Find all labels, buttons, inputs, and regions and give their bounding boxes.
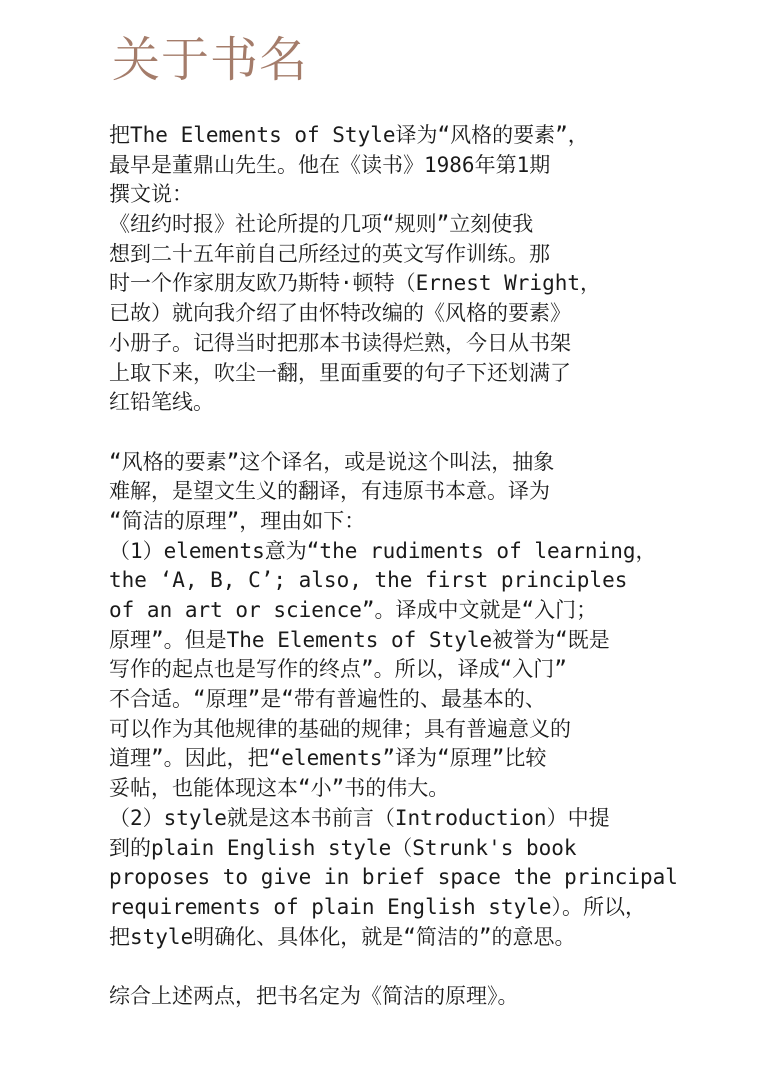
text-line: 红铅笔线。 <box>109 390 214 415</box>
text-line: proposes to give in brief space the principal <box>109 865 678 890</box>
text-line: 小册子。记得当时把那本书读得烂熟，今日从书架 <box>109 330 571 355</box>
text-line: 撰文说： <box>109 182 193 207</box>
text-line: 把The Elements of Style译为“风格的要素”， <box>109 123 589 147</box>
text-line: 已故）就向我介绍了由怀特改编的《风格的要素》 <box>109 301 571 326</box>
text-line: 想到二十五年前自己所经过的英文写作训练。那 <box>109 241 550 266</box>
text-line: of an art or science”。译成中文就是“入门； <box>109 598 598 622</box>
paragraph-3 <box>109 982 719 1012</box>
text-line: 写作的起点也是写作的终点”。所以，译成“入门” <box>109 657 567 682</box>
paragraph-gap <box>109 952 719 982</box>
paragraph-gap <box>109 418 719 448</box>
text-line: “风格的要素”这个译名，或是说这个叫法，抽象 <box>109 449 555 474</box>
text-line: （2）style就是这本书前言（Introduction）中提 <box>109 805 610 830</box>
text-line: 时一个作家朋友欧乃斯特·顿特（Ernest Wright， <box>109 271 602 296</box>
text-line: 难解，是望文生义的翻译，有违原书本意。译为 <box>109 479 550 504</box>
paragraph-2 <box>109 448 719 953</box>
page-title: 关于书名 <box>112 32 309 88</box>
text-line: 原理”。但是The Elements of Style被誉为“既是 <box>109 627 610 652</box>
text-line: 综合上述两点，把书名定为《简洁的原理》。 <box>109 983 519 1008</box>
text-line: requirements of plain English style）。所以， <box>109 894 647 919</box>
text-line: （1）elements意为“the rudiments of learning， <box>109 538 657 563</box>
text-line: 把style明确化、具体化，就是“简洁的”的意思。 <box>109 924 576 949</box>
text-line: 道理”。因此，把“elements”译为“原理”比较 <box>109 746 547 771</box>
text-line: 《纽约时报》社论所提的几项“规则”立刻使我 <box>109 212 534 237</box>
paragraph-1 <box>109 121 719 418</box>
body-text <box>109 121 719 1012</box>
text-line: 不合适。“原理”是“带有普遍性的、最基本的、 <box>109 687 546 712</box>
text-line: 最早是董鼎山先生。他在《读书》1986年第1期 <box>109 152 551 177</box>
text-line: the ‘A, B, C’; also, the first principles <box>109 568 628 593</box>
text-line: “简洁的原理”，理由如下： <box>109 508 366 533</box>
text-line: 上取下来，吹尘一翻，里面重要的句子下还划满了 <box>109 360 571 385</box>
text-line: 可以作为其他规律的基础的规律；具有普遍意义的 <box>109 716 571 741</box>
text-line: 到的plain English style（Strunk's book <box>109 835 577 860</box>
text-line: 妥帖，也能体现这本“小”书的伟大。 <box>109 776 450 801</box>
